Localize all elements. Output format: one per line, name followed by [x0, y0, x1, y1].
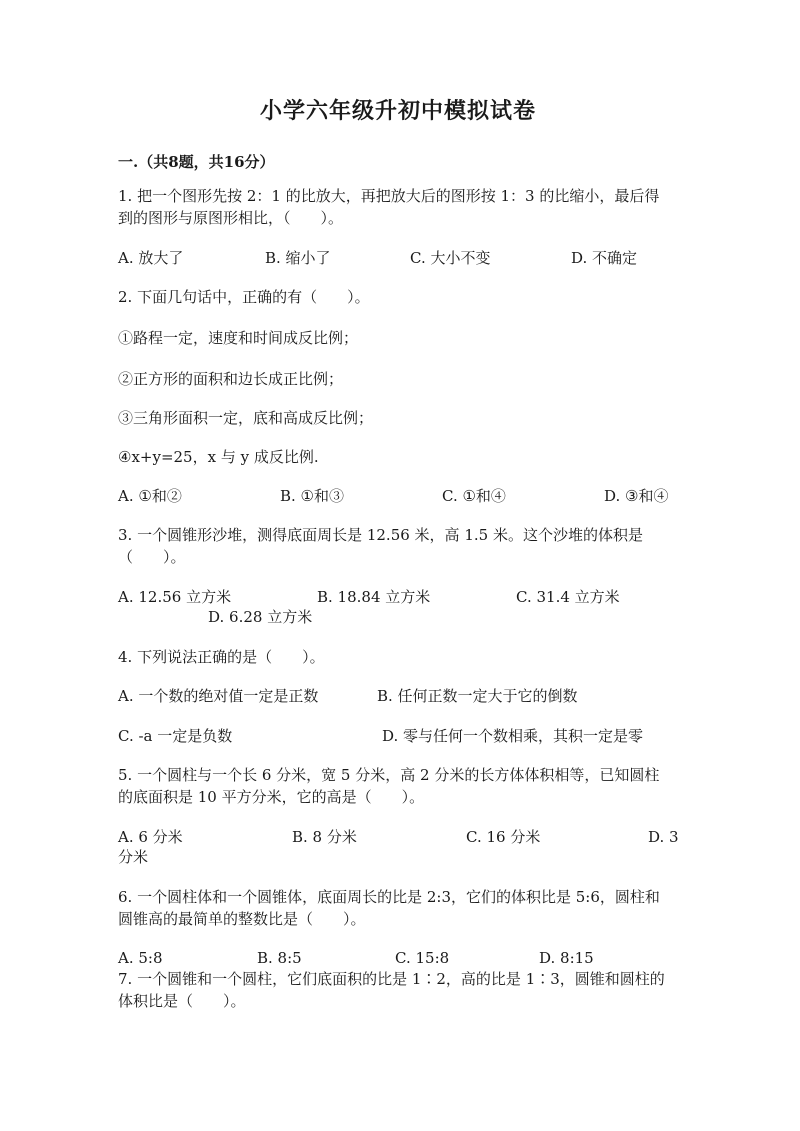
- page-title: 小学六年级升初中模拟试卷: [259, 98, 536, 124]
- question-1-options: [118, 248, 678, 270]
- option-a[interactable]: A. 6 分米: [118, 828, 183, 846]
- option-c[interactable]: C. 31.4 立方米: [516, 588, 620, 606]
- question-text: 3. 一个圆锥形沙堆，测得底面周长是 12.56 米，高 1.5 米。这个沙堆的体积是（ ）。: [118, 526, 643, 566]
- option-b[interactable]: B. ①和③: [280, 487, 345, 505]
- option-a[interactable]: A. 一个数的绝对值一定是正数: [118, 687, 319, 705]
- option-d[interactable]: D. 6.28 立方米: [208, 608, 313, 626]
- option-b[interactable]: B. 任何正数一定大于它的倒数: [377, 687, 578, 705]
- question-text: 1. 把一个图形先按 2：1 的比放大，再把放大后的图形按 1：3 的比缩小，最后得到的图形与原图形相比，（ ）。: [118, 187, 660, 227]
- option-a[interactable]: A. 5:8: [118, 949, 163, 967]
- option-d[interactable]: D. ③和④: [604, 487, 669, 505]
- question-4-options-row-1: [118, 686, 678, 708]
- option-b[interactable]: B. 8:5: [257, 949, 302, 967]
- option-c[interactable]: C. -a 一定是负数: [118, 727, 233, 745]
- question-2-options: [118, 486, 678, 508]
- question-text: 2. 下面几句话中，正确的有（ ）。: [118, 288, 370, 306]
- option-c[interactable]: C. 16 分米: [466, 828, 541, 846]
- statement-4: ④x+y=25，x 与 y 成反比例.: [118, 448, 319, 466]
- question-text: 4. 下列说法正确的是（ ）。: [118, 648, 325, 666]
- option-c[interactable]: C. 大小不变: [410, 249, 491, 267]
- question-5: [118, 765, 673, 809]
- statement-2: ②正方形的面积和边长成正比例；: [118, 370, 344, 388]
- question-text: 7. 一个圆锥和一个圆柱，它们底面积的比是 1∶2，高的比是 1∶3，圆锥和圆柱的体积比是（ ）。: [118, 970, 665, 1010]
- statement-3: ③三角形面积一定，底和高成反比例；: [118, 409, 374, 427]
- question-3-options-wrap: [118, 607, 678, 629]
- question-text: 6. 一个圆柱体和一个圆锥体，底面周长的比是 2:3，它们的体积比是 5:6，圆柱和圆锥高的最简单的整数比是（ ）。: [118, 888, 660, 928]
- option-d[interactable]: D. 零与任何一个数相乘，其积一定是零: [382, 727, 644, 745]
- question-5-options-wrap: [118, 847, 678, 869]
- option-d-unit: 分米: [118, 848, 149, 866]
- option-a[interactable]: A. 12.56 立方米: [118, 588, 232, 606]
- question-3: [118, 525, 673, 569]
- option-d[interactable]: D. 不确定: [571, 249, 638, 267]
- option-a[interactable]: A. ①和②: [118, 487, 182, 505]
- question-text: 5. 一个圆柱与一个长 6 分米，宽 5 分米，高 2 分米的长方体体积相等，已知圆柱的底面积是 10 平方分米，它的高是（ ）。: [118, 766, 660, 806]
- option-b[interactable]: B. 18.84 立方米: [317, 588, 431, 606]
- option-d[interactable]: D. 3: [648, 828, 679, 846]
- option-b[interactable]: B. 缩小了: [265, 249, 331, 267]
- question-2: [118, 287, 673, 309]
- question-4: [118, 647, 673, 669]
- option-d[interactable]: D. 8:15: [539, 949, 594, 967]
- option-b[interactable]: B. 8 分米: [292, 828, 357, 846]
- question-3-options: [118, 587, 678, 609]
- question-6: [118, 887, 673, 931]
- question-4-options-row-2: [118, 726, 678, 748]
- option-c[interactable]: C. 15:8: [395, 949, 450, 967]
- option-a[interactable]: A. 放大了: [118, 249, 184, 267]
- option-c[interactable]: C. ①和④: [442, 487, 506, 505]
- question-7: [118, 969, 673, 1013]
- question-6-options: [118, 948, 678, 970]
- section-heading: 一.（共8题，共16分）: [118, 153, 275, 171]
- question-5-options: [118, 827, 678, 849]
- statement-1: ①路程一定，速度和时间成反比例；: [118, 329, 359, 347]
- question-1: [118, 186, 673, 230]
